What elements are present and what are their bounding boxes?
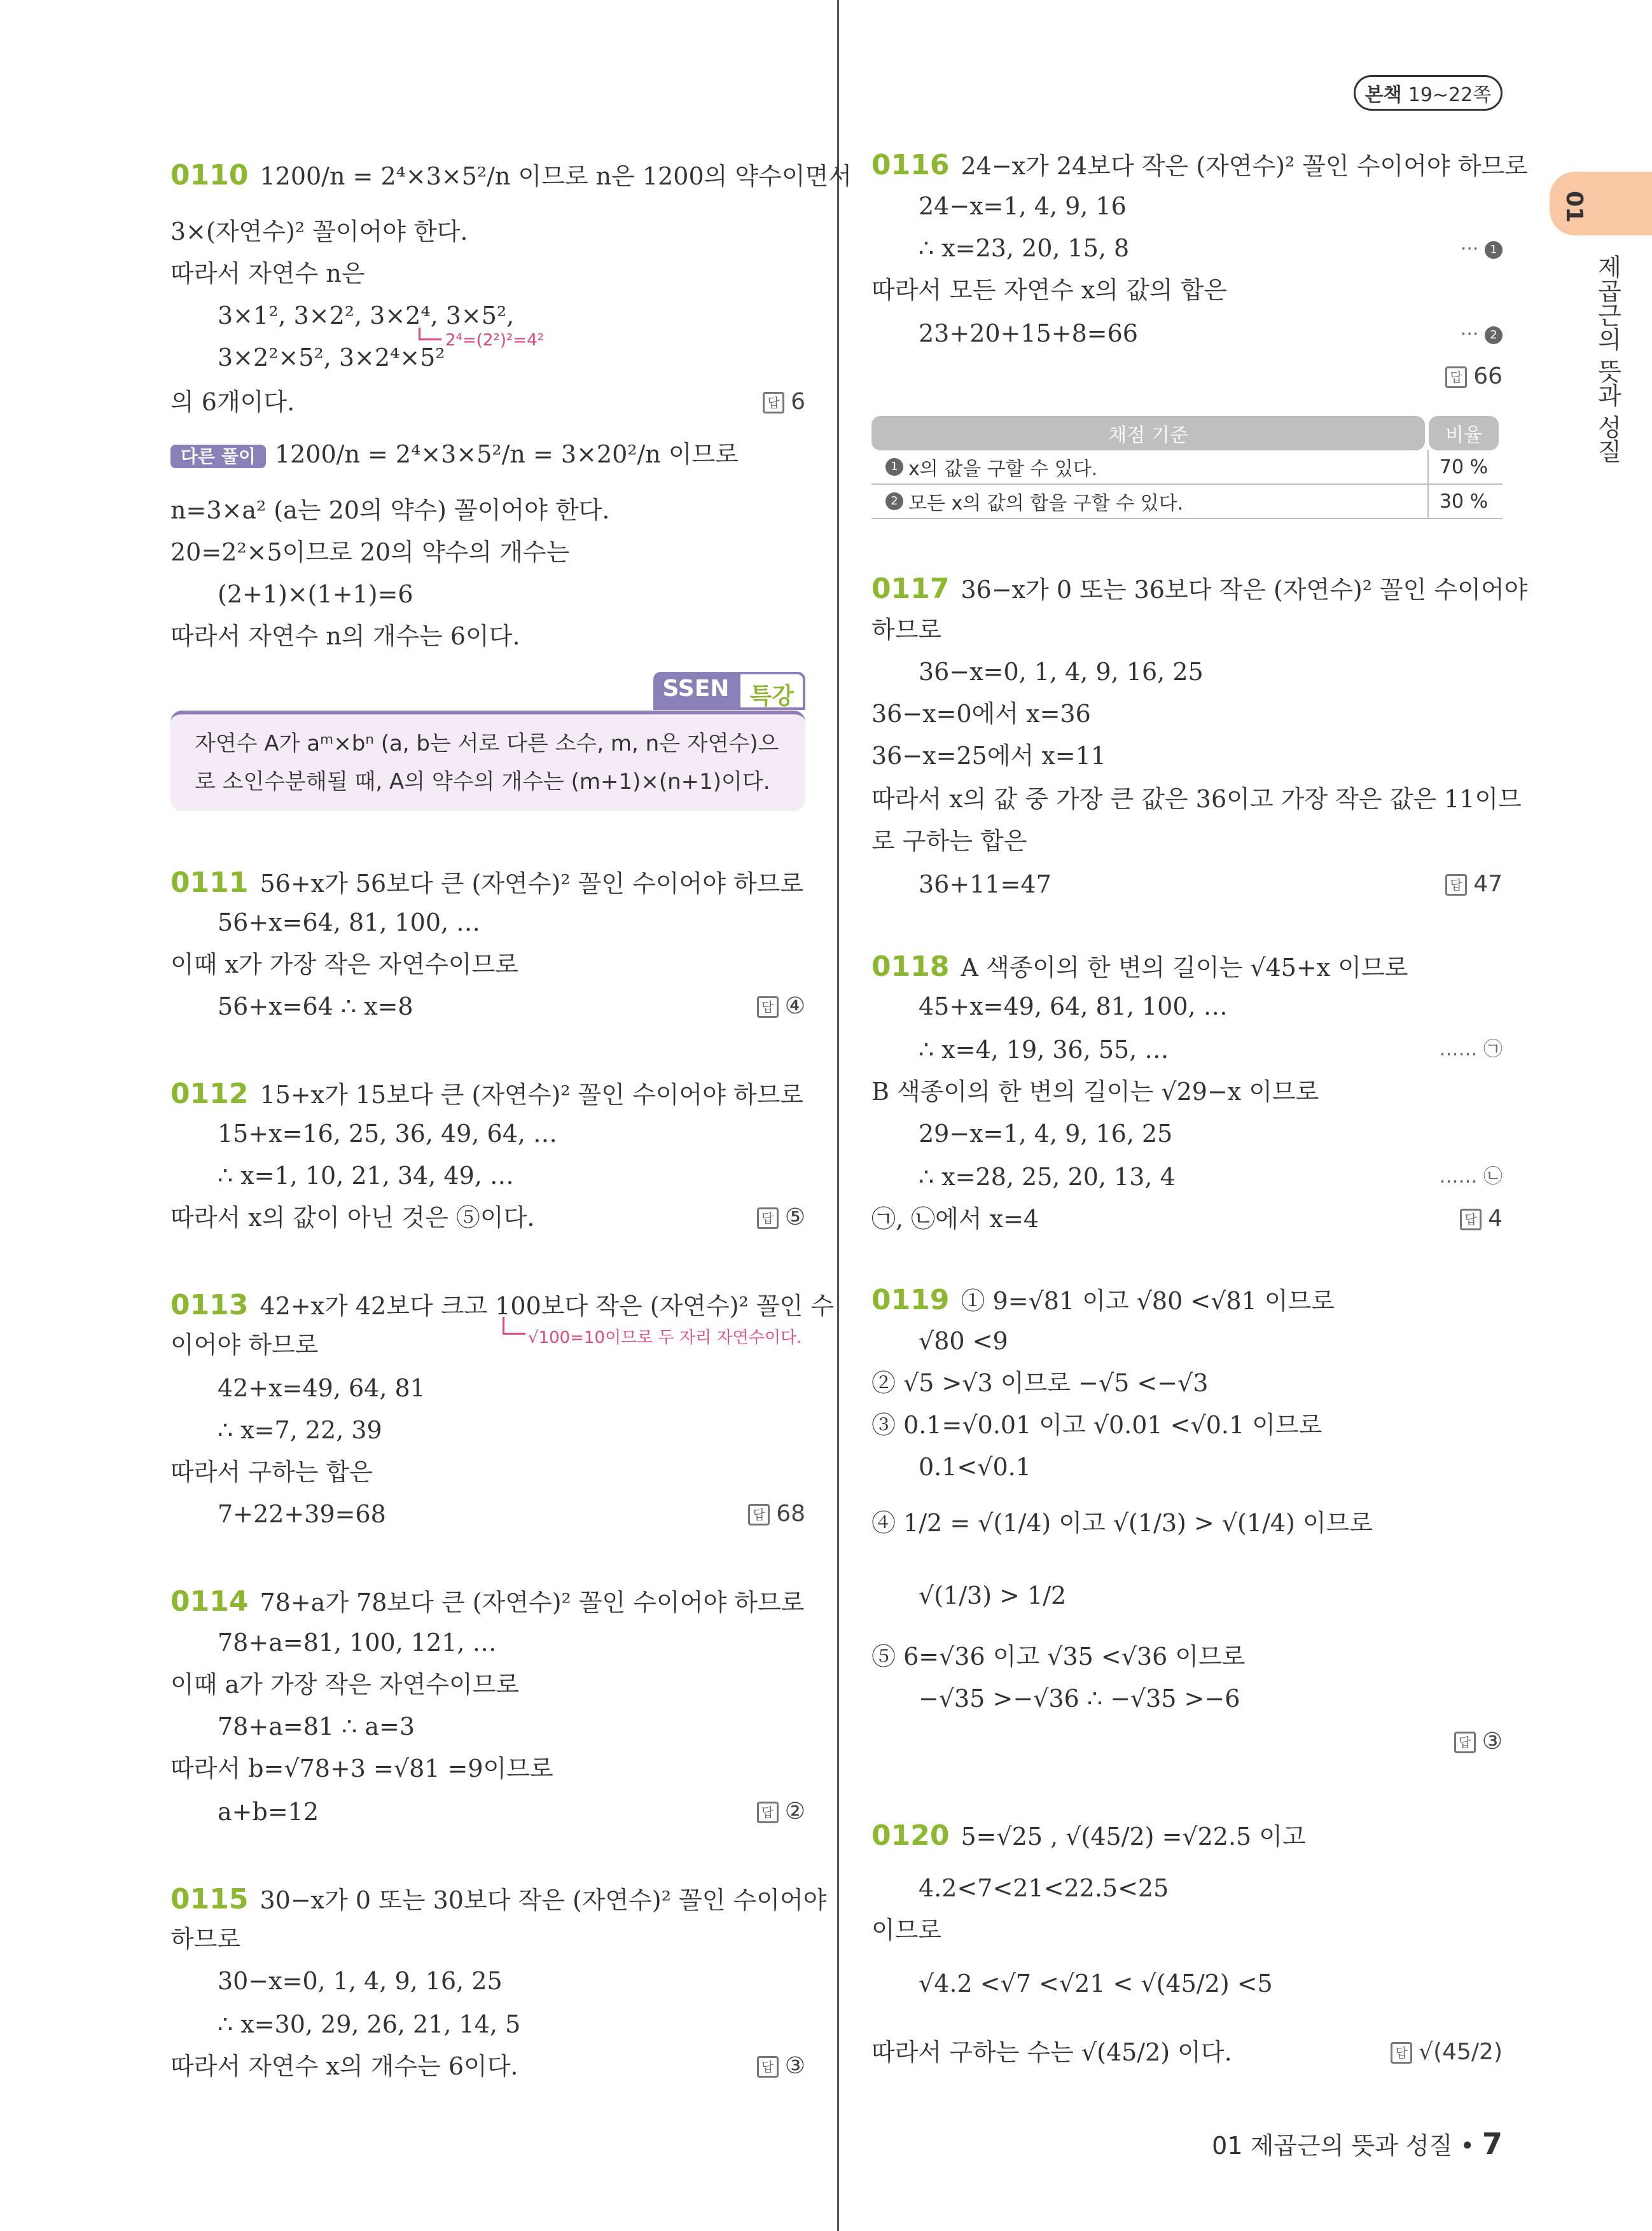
text-line: 29−x=1, 4, 9, 16, 25 [919,1120,1173,1148]
text-line: 하므로 [871,616,942,644]
alt-solution-badge: 다른 풀이 [170,445,266,469]
text-line: ∴ x=1, 10, 21, 34, 49, … [218,1162,514,1190]
text-line: 36−x=0에서 x=36 [871,700,1091,728]
answer: 답 ③ [757,2052,805,2080]
text-line: 24−x=1, 4, 9, 16 [919,192,1127,220]
text-line: 의 6개이다. [170,388,295,416]
note-pointer [503,1317,525,1335]
problem-0112: 0112 15+x가 15보다 큰 (자연수)² 꼴인 수이어야 하므로 [170,1078,804,1110]
table-header: 비율 [1429,416,1499,450]
problem-0119: 0119 ① 9=√81 이고 √80 <√81 이므로 [871,1284,1335,1316]
text-line: n=3×a² (a는 20의 약수) 꼴이어야 한다. [170,496,610,524]
step-marker: ··· 1 [1461,238,1503,261]
text-line: 따라서 구하는 합은 [170,1458,373,1486]
text-line: −√35 >−√36 ∴ −√35 >−6 [919,1685,1240,1713]
text-line: 따라서 x의 값 중 가장 큰 값은 36이고 가장 작은 값은 11이므 [871,785,1522,813]
text-line: √(1/3) > 1/2 [919,1581,1067,1609]
text-line: 23+20+15+8=66 [919,319,1138,347]
text-line: 30−x=0, 1, 4, 9, 16, 25 [218,1967,503,1995]
tip-line: 로 소인수분해될 때, A의 약수의 개수는 (m+1)×(n+1)이다. [195,769,770,795]
problem-0110: 0110 1200/n = 2⁴×3×5²/n 이므로 n은 1200의 약수이면서 [170,159,852,191]
text-line: 45+x=49, 64, 81, 100, … [919,992,1228,1020]
text-line: ④ 1/2 = √(1/4) 이고 √(1/3) > √(1/4) 이므로 [871,1509,1373,1537]
text-line: 0.1<√0.1 [919,1453,1031,1481]
chapter-tab-number: 01 [1561,191,1587,223]
text-line: 3×1², 3×2², 3×2⁴, 3×5², [218,302,515,330]
text-line: 따라서 b=√78+3 =√81 =9이므로 [170,1755,553,1783]
text-line: 36+11=47 [919,870,1052,898]
text-line: 이때 a가 가장 작은 자연수이므로 [170,1671,520,1699]
text-line: ③ 0.1=√0.01 이고 √0.01 <√0.1 이므로 [871,1411,1322,1439]
text-line: √80 <9 [919,1327,1008,1355]
note-text: √100=10이므로 두 자리 자연수이다. [528,1328,802,1347]
text-line: 36−x=25에서 x=11 [871,742,1106,770]
table-header: 채점 기준 [871,416,1425,450]
note-pointer [419,328,441,340]
text-line: ㉠, ㉡에서 x=4 [871,1205,1039,1233]
text-line: ∴ x=4, 19, 36, 55, … [919,1036,1169,1064]
problem-0117: 0117 36−x가 0 또는 36보다 작은 (자연수)² 꼴인 수이어야 [871,573,1528,605]
equation-marker: …… ㉠ [1439,1038,1503,1060]
answer: 답 6 [763,388,805,415]
text-line: 7+22+39=68 [218,1500,386,1528]
equation-marker: …… ㉡ [1439,1165,1503,1188]
text-line: 42+x=49, 64, 81 [218,1374,426,1402]
tip-box [170,711,805,811]
text-line: a+b=12 [218,1798,319,1826]
text-line: 4.2<7<21<22.5<25 [919,1874,1169,1902]
page-number: 7 [1482,2127,1503,2161]
text-line: 78+a=81 ∴ a=3 [218,1713,415,1741]
problem-0118: 0118 A 색종이의 한 변의 길이는 √45+x 이므로 [871,950,1408,983]
text-line: √4.2 <√7 <√21 < √(45/2) <5 [919,1970,1273,1998]
answer: 답 ④ [757,992,805,1020]
answer-icon: 답 [763,392,784,414]
text-line: ∴ x=28, 25, 20, 13, 4 [919,1163,1176,1191]
answer: 답 ② [757,1798,805,1825]
text-line: 따라서 자연수 x의 개수는 6이다. [170,2052,518,2080]
text-line: 따라서 x의 값이 아닌 것은 ⑤이다. [170,1204,535,1232]
text-line: ∴ x=30, 29, 26, 21, 14, 5 [218,2010,521,2038]
text-line: 20=2²×5이므로 20의 약수의 개수는 [170,538,570,566]
problem-0116: 0116 24−x가 24보다 작은 (자연수)² 꼴인 수이어야 하므로 [871,149,1528,181]
answer: 답 66 [1445,363,1503,390]
problem-0120: 0120 5=√25 , √(45/2) =√22.5 이고 [871,1819,1306,1852]
text-line: ∴ x=7, 22, 39 [218,1416,382,1444]
answer: 답 47 [1445,870,1503,898]
text-line: 따라서 구하는 수는 √(45/2) 이다. [871,2038,1232,2066]
text-line: 15+x=16, 25, 36, 49, 64, … [218,1120,558,1148]
answer: 답 4 [1460,1205,1503,1232]
chapter-side-title: 제곱근의 뜻과 성질 [1593,254,1621,464]
grading-table [871,416,1503,519]
answer: 답 ③ [1454,1728,1503,1755]
text-line: 따라서 자연수 n의 개수는 6이다. [170,622,520,650]
text-line: ② √5 >√3 이므로 −√5 <−√3 [871,1369,1209,1397]
text-line: ∴ x=23, 20, 15, 8 [919,234,1130,262]
answer: 답 √(45/2) [1391,2038,1503,2066]
answer: 답 68 [748,1500,805,1527]
text-line: 56+x=64 ∴ x=8 [218,992,413,1020]
text-line: 3×(자연수)² 꼴이어야 한다. [170,218,468,246]
text-line: 이므로 [871,1916,942,1944]
text-line: (2+1)×(1+1)=6 [218,580,413,608]
note-text: 2⁴=(2²)²=4² [445,331,545,350]
column-divider [837,0,839,2231]
table-row: 1 x의 값을 구할 수 있다. 70 % [871,450,1503,485]
tip-line: 자연수 A가 aᵐ×bⁿ (a, b는 서로 다른 소수, m, n은 자연수)으 [195,731,779,756]
text-line: 36−x=0, 1, 4, 9, 16, 25 [919,658,1204,686]
problem-0114: 0114 78+a가 78보다 큰 (자연수)² 꼴인 수이어야 하므로 [170,1585,805,1618]
table-row: 2 모든 x의 값의 합을 구할 수 있다. 30 % [871,485,1503,519]
step-marker: ··· 2 [1461,323,1503,346]
page-range-chip: 본책 19∼22쪽 [1354,75,1503,111]
text-line: 따라서 모든 자연수 x의 값의 합은 [871,276,1228,304]
problem-0115: 0115 30−x가 0 또는 30보다 작은 (자연수)² 꼴인 수이어야 [170,1883,827,1915]
tip-badge: SSEN 특강 [653,672,805,710]
text-line: 따라서 자연수 n은 [170,260,365,288]
text-line: 78+a=81, 100, 121, … [218,1629,497,1657]
text-line: 3×2²×5², 3×2⁴×5² [218,344,445,372]
text-line: 로 구하는 합은 [871,827,1027,855]
alt-solution: 다른 풀이 1200/n = 2⁴×3×5²/n = 3×20²/n 이므로 [170,440,739,469]
text-line: 이때 x가 가장 작은 자연수이므로 [170,950,518,978]
problem-0111: 0111 56+x가 56보다 큰 (자연수)² 꼴인 수이어야 하므로 [170,866,804,899]
text-line: 이어야 하므로 [170,1331,319,1359]
text-line: 56+x=64, 81, 100, … [218,908,481,936]
text-line: 하므로 [170,1925,241,1953]
text-line: B 색종이의 한 변의 길이는 √29−x 이므로 [871,1078,1319,1106]
footer-chapter: 01 제곱근의 뜻과 성질 [1212,2132,1453,2160]
page-footer: 01 제곱근의 뜻과 성질 • 7 [1212,2127,1503,2161]
answer: 답 ⑤ [757,1204,805,1231]
problem-0113: 0113 42+x가 42보다 크고 100보다 작은 (자연수)² 꼴인 수 [170,1289,835,1321]
text-line: ⑤ 6=√36 이고 √35 <√36 이므로 [871,1643,1246,1671]
